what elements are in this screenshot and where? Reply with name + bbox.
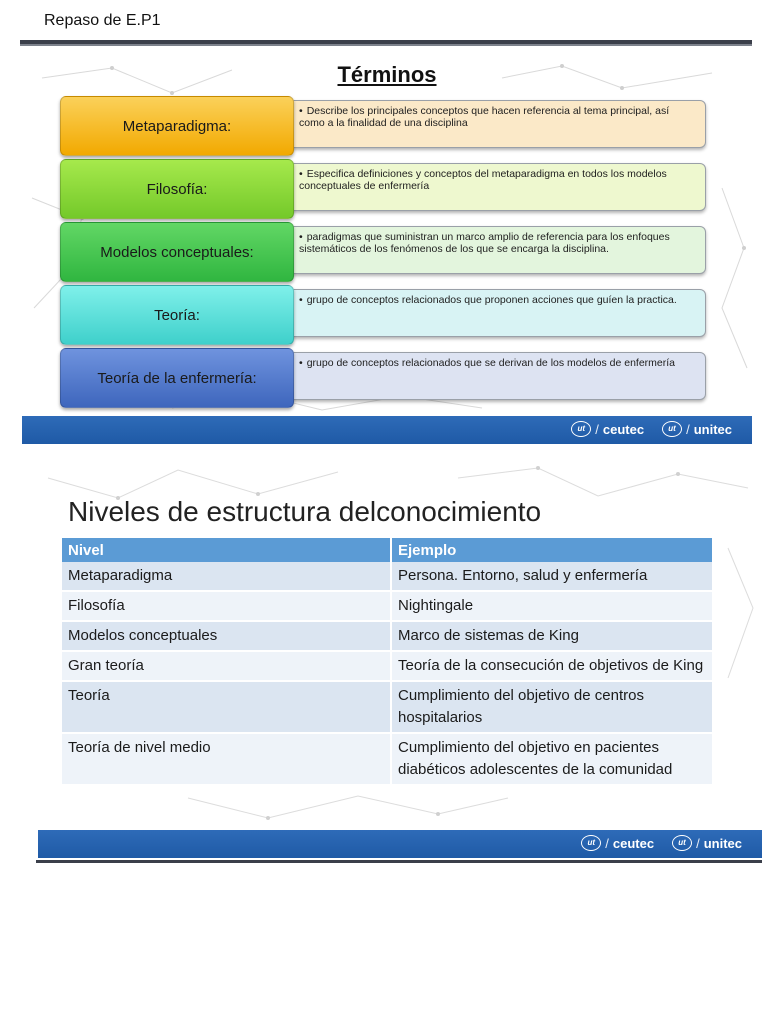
nivel-cell: Metaparadigma	[62, 562, 391, 591]
term-row-teoria-enfermeria	[60, 348, 708, 406]
footer-band	[22, 416, 752, 444]
term-row-modelos-conceptuales	[60, 222, 708, 280]
term-description-text: Describe los principales conceptos que hacen referencia al tema principal, así como a la finalidad de una disciplina	[299, 105, 670, 129]
ejemplo-cell: Persona. Entorno, salud y enfermería	[391, 562, 713, 591]
table-row	[62, 621, 713, 651]
term-label: Metaparadigma:	[60, 96, 294, 156]
term-description-text: grupo de conceptos relacionados que proponen acciones que guíen la practica.	[306, 294, 677, 306]
unitec-logo-text: unitec	[693, 421, 732, 437]
term-row-filosofia	[60, 159, 708, 217]
term-description	[284, 100, 706, 148]
column-header-ejemplo: Ejemplo	[391, 538, 713, 562]
term-description	[284, 289, 706, 337]
ceutec-logo-icon: ut	[571, 421, 591, 437]
logo-separator: /	[696, 835, 700, 851]
footer-logos	[581, 835, 742, 851]
term-description-text: grupo de conceptos relacionados que se derivan de los modelos de enfermería	[306, 357, 676, 369]
unitec-logo-icon: ut	[672, 835, 692, 851]
slide-bottom-divider	[36, 860, 762, 863]
slide-terminos	[22, 48, 752, 444]
term-description	[284, 352, 706, 400]
term-row-metaparadigma	[60, 96, 708, 154]
ejemplo-cell: Marco de sistemas de King	[391, 621, 713, 651]
bullet-icon: •	[299, 231, 303, 243]
nivel-cell: Teoría	[62, 681, 391, 733]
ejemplo-cell: Nightingale	[391, 591, 713, 621]
unitec-logo-icon: ut	[662, 421, 682, 437]
ceutec-logo-icon: ut	[581, 835, 601, 851]
term-row-teoria	[60, 285, 708, 343]
ejemplo-cell: Cumplimiento del objetivo de centros hospitalarios	[391, 681, 713, 733]
logo-separator: /	[686, 421, 690, 437]
nivel-cell: Gran teoría	[62, 651, 391, 681]
term-description-text: Especifica definiciones y conceptos del metaparadigma en todos los modelos conceptuales de enfermería	[299, 168, 667, 192]
term-description-text: paradigmas que suministran un marco amplio de referencia para los enfoques sistemáticos de los fenómenos de los que se encarga la disciplina.	[299, 231, 670, 255]
header-divider	[20, 40, 752, 44]
term-description	[284, 163, 706, 211]
term-label: Filosofía:	[60, 159, 294, 219]
table-row	[62, 651, 713, 681]
slide-title: Niveles de estructura delconocimiento	[68, 496, 542, 527]
bullet-icon: •	[299, 357, 303, 369]
document-header: Repaso de E.P1	[44, 12, 161, 29]
term-description	[284, 226, 706, 274]
term-label: Modelos conceptuales:	[60, 222, 294, 282]
bullet-icon: •	[299, 294, 303, 306]
table-row	[62, 733, 713, 785]
table-header-row	[62, 538, 713, 562]
table-row	[62, 591, 713, 621]
slide-title: Términos	[337, 62, 437, 87]
nivel-cell: Modelos conceptuales	[62, 621, 391, 651]
footer-logos	[571, 421, 732, 437]
nivel-cell: Teoría de nivel medio	[62, 733, 391, 785]
logo-separator: /	[605, 835, 609, 851]
slide-niveles	[38, 458, 762, 864]
column-header-nivel: Nivel	[62, 538, 391, 562]
levels-table	[62, 538, 714, 786]
ceutec-logo-text: ceutec	[612, 835, 655, 851]
footer-band	[38, 830, 762, 858]
unitec-logo-text: unitec	[703, 835, 742, 851]
ejemplo-cell: Teoría de la consecución de objetivos de King	[391, 651, 713, 681]
term-label: Teoría de la enfermería:	[60, 348, 294, 408]
table-row	[62, 562, 713, 591]
table-row	[62, 681, 713, 733]
bullet-icon: •	[299, 105, 303, 117]
ejemplo-cell: Cumplimiento del objetivo en pacientes diabéticos adolescentes de la comunidad	[391, 733, 713, 785]
term-label: Teoría:	[60, 285, 294, 345]
logo-separator: /	[595, 421, 599, 437]
nivel-cell: Filosofía	[62, 591, 391, 621]
bullet-icon: •	[299, 168, 303, 180]
ceutec-logo-text: ceutec	[602, 421, 645, 437]
